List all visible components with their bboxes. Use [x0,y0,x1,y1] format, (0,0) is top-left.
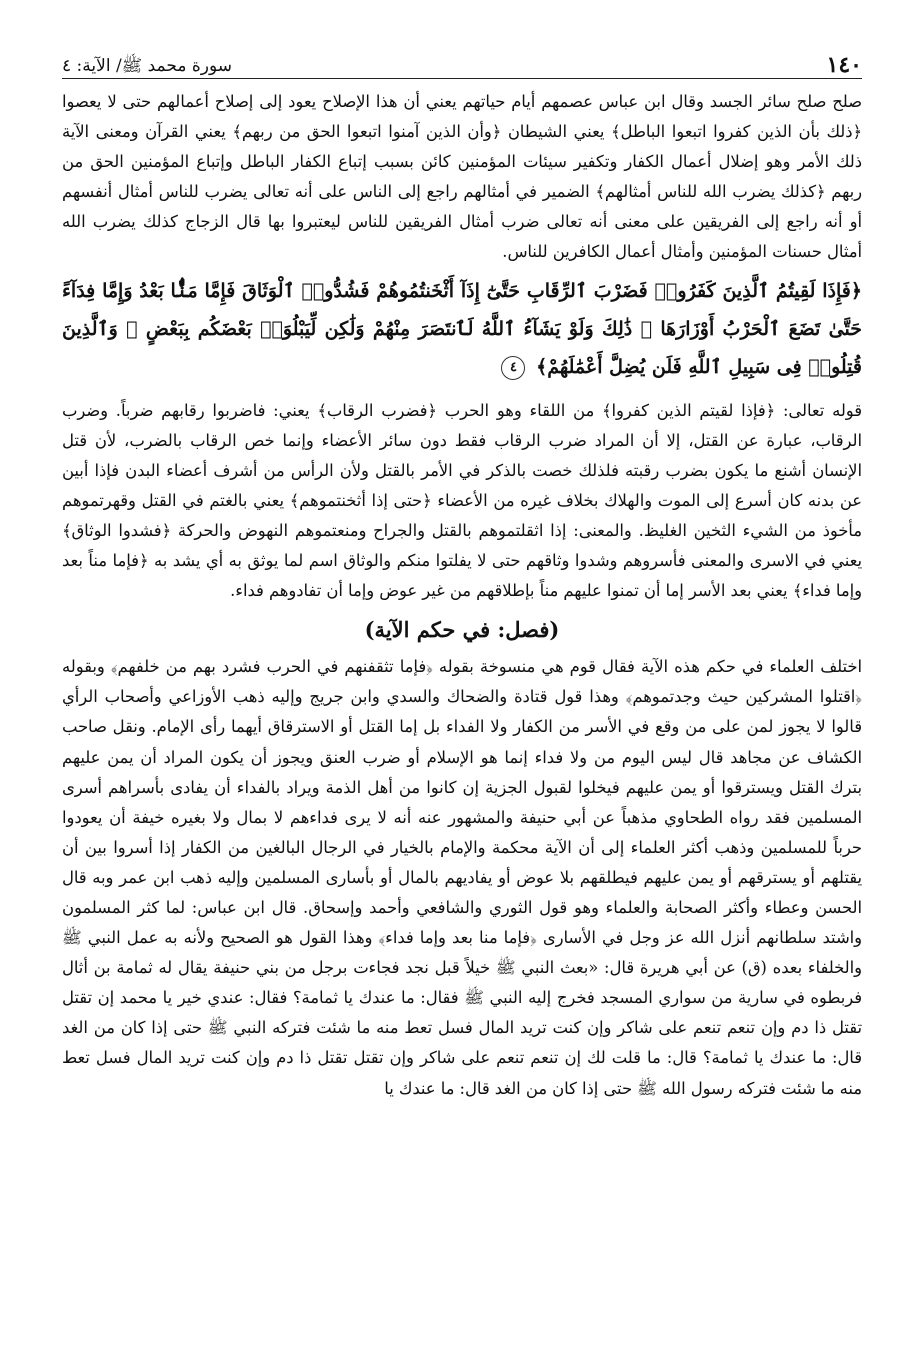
paragraph-ruling: اختلف العلماء في حكم هذه الآية فقال قوم هي منسوخة بقوله ﴿فإما تثقفنهم في الحرب فشرد بهم من خلفهم﴾ وبقوله ﴿اقتلوا المشركين حيث وجدتموهم﴾ وهذا قول قتادة والضحاك والسدي وابن جريج وإليه ذهب الأوزاعي وأصحاب الرأي قالوا لا يجوز لمن على من وقع في الأسر من الكفار ولا الفداء بل إما القتل أو الاسترقاق أيهما رأى الإمام. ونقل صاحب الكشاف عن مجاهد قال ليس اليوم من ولا فداء إنما هو الإسلام أو ضرب العنق ويجوز أن يكون المراد أن يمن عليهم بترك القتل ويسترقوا أو يمن عليهم فيخلوا لقبول الجزية إن كانوا من أهل الذمة ويراد بالفداء أن يفادى بأسراهم أسرى المسلمين فقد رواه الطحاوي مذهباً عن أبي حنيفة والمشهور عنه أنه لا يرى فداءهم لا بمال ولا بغيره خيفة أن يعودوا حرباً للمسلمين وذهب أكثر العلماء إلى أن الآية محكمة والإمام بالخيار في الرجال البالغين من الكفار إذا أسروا بين أن يقتلهم أو يسترقهم أو يمن عليهم فيطلقهم بلا عوض أو يفاديهم بالمال أو بأسارى المسلمين وإليه ذهب ابن عمر وبه قال الحسن وعطاء وأكثر الصحابة والعلماء وهو قول الثوري والشافعي وأحمد وإسحاق. قال ابن عباس: لما كثر المسلمون واشتد سلطانهم أنزل الله عز وجل في الأسارى ﴿فإما منا بعد وإما فداء﴾ وهذا القول هو الصحيح ولأنه به عمل النبي ﷺ والخلفاء بعده (ق) عن أبي هريرة قال: «بعث النبي ﷺ خيلاً قبل نجد فجاءت برجل من بني حنيفة يقال له ثمامة بن أثال فربطوه في سارية من سواري المسجد فخرج إليه النبي ﷺ فقال: ما عندك يا ثمامة؟ فقال: عندي خير يا محمد إن تقتل تقتل ذا دم وإن تنعم تنعم على شاكر وإن كنت تريد المال فسل تعط منه ما شئت فتركه النبي ﷺ حتى إذا كان من الغد قال: ما عندك يا ثمامة؟ قال: ما قلت لك إن تنعم تنعم على شاكر وإن تقتل تقتل ذا دم وإن كنت تريد المال فسل تعط منه ما شئت فتركه رسول الله ﷺ حتى إذا كان من الغد قال: ما عندك يا [62,657,862,1098]
section-heading: (فصل: في حكم الآية) [364,617,560,643]
paragraph-tafsir-intro: صلح صلح سائر الجسد وقال ابن عباس عصمهم أيام حياتهم يعني أن هذا الإصلاح يعود إلى إصلاح أعمالهم حتى لا يعصوا ﴿ذلك بأن الذين كفروا اتبعوا الباطل﴾ يعني الشيطان ﴿وأن الذين آمنوا اتبعوا الحق من ربهم﴾ يعني القرآن ومعنى الآية ذلك الأمر وهو إضلال أعمال الكفار وتكفير سيئات المؤمنين كائن بسبب إتباع الكفار الباطل وإتباع المؤمنين الحق من ربهم ﴿كذلك يضرب الله للناس أمثالهم﴾ الضمير في أمثالهم راجع إلى الناس على أنه تعالى يضرب للناس أمثال أنفسهم أو أنه راجع إلى الفريقين على معنى أنه تعالى ضرب أمثال الفريقين للناس ليعتبروا بها قال الزجاج كذلك يضرب الله أمثال حسنات المؤمنين وأمثال أعمال الكافرين للناس. [62,92,862,262]
quran-verse [62,272,862,386]
page-number: ١٤٠ [826,52,862,78]
page-header [62,44,862,79]
ayah-number-marker: ٤ [501,356,525,380]
paragraph-verse-explanation: قوله تعالى: ﴿فإذا لقيتم الذين كفروا﴾ من اللقاء وهو الحرب ﴿فضرب الرقاب﴾ يعني: فاضربوا رقابهم ضرباً. وضرب الرقاب، عبارة عن القتل، إلا أن المراد ضرب الرقاب فقط دون سائر الأعضاء وإنما خص الرقاب بالضرب، لأن قتل الإنسان أشنع ما يكون بضرب رقبته فلذلك خصت بالذكر في الأمر بالقتل ولأن الرأس من أشرف أعضاء البدن فإذا أبين عن بدنه كان أسرع إلى الموت والهلاك بخلاف غيره من الأعضاء ﴿حتى إذا أثخنتموهم﴾ يعني بالغتم في القتل وقهرتموهم مأخوذ من الشيء الثخين الغليظ. والمعنى: إذا اثقلتموهم بالقتل والجراح ومنعتموهم النهوض والحركة ﴿فشدوا الوثاق﴾ يعني في الاسرى والمعنى فأسروهم وشدوا وثاقهم حتى لا يفلتوا منكم والوثاق اسم لما يوثق به أي يشد به ﴿فإما مناً بعد وإما فداء﴾ يعني بعد الأسر إما أن تمنوا عليهم مناً بإطلاقهم من غير عوض وإما أن تفادوهم فداء. [62,400,862,601]
verse-text: ﴿فَإِذَا لَقِيتُمُ ٱلَّذِينَ كَفَرُوا۟ فَضَرْبَ ٱلرِّقَابِ حَتَّىٰٓ إِذَآ أَثْخَنتُمُوهُمْ فَشُدُّوا۟ ٱلْوَثَاقَ فَإِمَّا مَنًّۢا بَعْدُ وَإِمَّا فِدَآءً حَتَّىٰ تَضَعَ ٱلْحَرْبُ أَوْزَارَهَا ۚ ذَٰلِكَ وَلَوْ يَشَآءُ ٱللَّهُ لَٱنتَصَرَ مِنْهُمْ وَلَٰكِن لِّيَبْلُوَا۟ بَعْضَكُم بِبَعْضٍ ۗ وَٱلَّذِينَ قُتِلُوا۟ فِى سَبِيلِ ٱللَّهِ فَلَن يُضِلَّ أَعْمَٰلَهُمْ﴾ [62,279,862,378]
running-title: سورة محمد ﷺ/ الآية: ٤ [62,56,232,76]
